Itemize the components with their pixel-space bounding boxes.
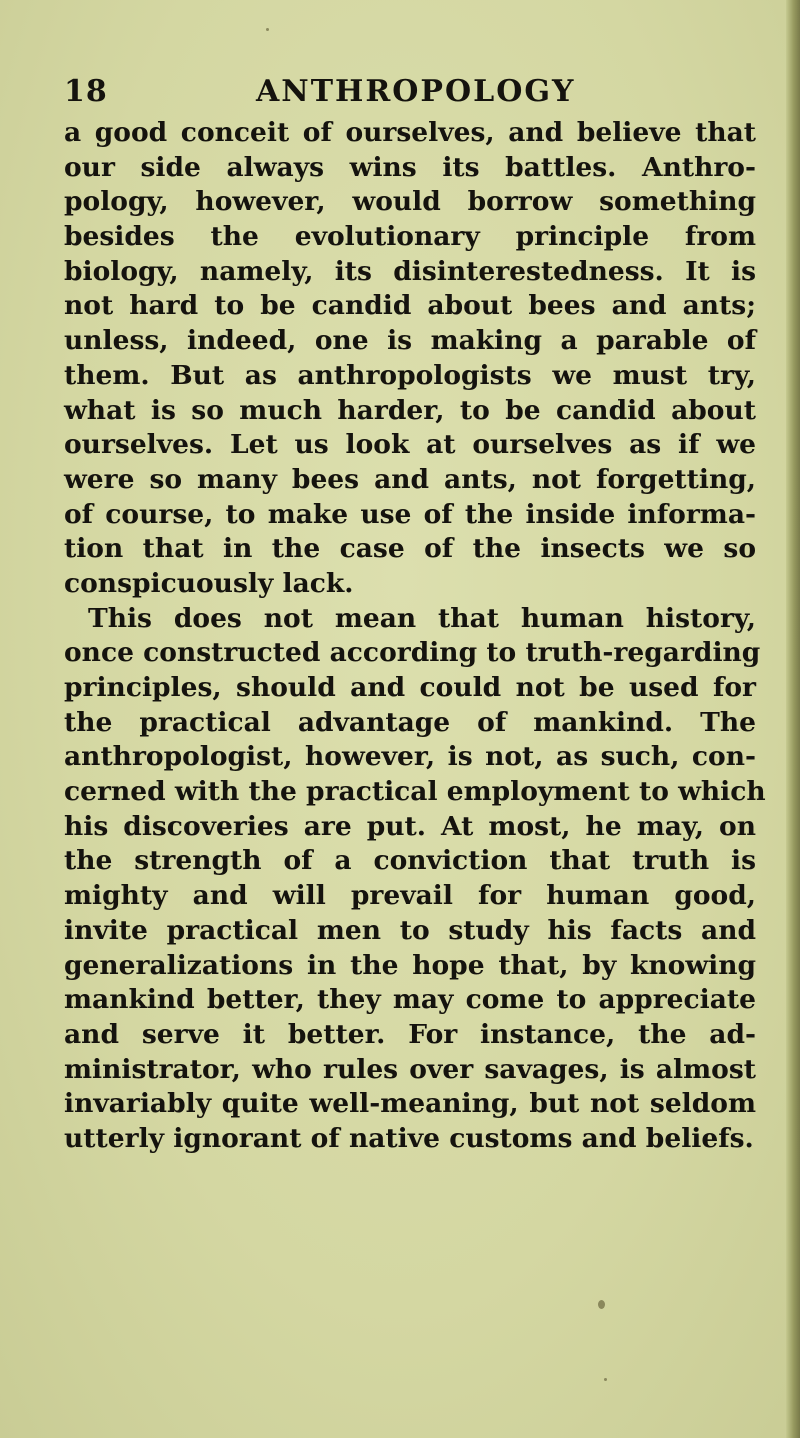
text-line: his discoveries are put. At most, he may, on (64, 810, 756, 842)
text-line: the strength of a conviction that truth is (64, 845, 756, 877)
paper-speck (604, 1378, 607, 1381)
text-line: them. But as anthropologists we must try, (64, 359, 756, 391)
text-line: what is so much harder, to be candid about (64, 394, 756, 426)
text-line: tion that in the case of the insects we so (64, 533, 756, 565)
text-line: of course, to make use of the inside informa- (64, 498, 756, 530)
text-line: generalizations in the hope that, by knowing (64, 949, 756, 981)
text-line: biology, namely, its disinterestedness. It is (64, 255, 756, 287)
text-line: and serve it better. For instance, the ad- (64, 1018, 756, 1050)
text-line: cerned with the practical employment to which (64, 776, 766, 808)
running-head: ANTHROPOLOGY (256, 74, 576, 109)
text-line: once constructed according to truth-regarding (64, 637, 761, 669)
text-line: unless, indeed, one is making a parable of (64, 325, 756, 357)
text-line: our side always wins its battles. Anthro- (64, 151, 756, 183)
text-line: ministrator, who rules over savages, is almost (64, 1053, 756, 1085)
page-header (64, 74, 764, 118)
page-number: 18 (64, 74, 108, 109)
text-line: anthropologist, however, is not, as such, con- (64, 741, 756, 773)
text-line: a good conceit of ourselves, and believe that (64, 117, 756, 148)
text-line: ourselves. Let us look at ourselves as if we (64, 429, 756, 461)
page-edge-shadow (786, 0, 800, 1438)
text-line: principles, should and could not be used for (64, 672, 756, 703)
text-line: invariably quite well-meaning, but not seldom (64, 1088, 756, 1120)
text-line: were so many bees and ants, not forgetting, (64, 463, 756, 495)
paper-speck (266, 28, 269, 31)
text-line: pology, however, would borrow something (64, 186, 756, 218)
text-line: mighty and will prevail for human good, (64, 880, 756, 912)
text-line: invite practical men to study his facts and (64, 914, 756, 946)
text-line: besides the evolutionary principle from (64, 221, 756, 253)
body-text (64, 116, 766, 1157)
text-line: not hard to be candid about bees and ants; (64, 290, 756, 322)
text-line: This does not mean that human history, (88, 602, 756, 634)
text-line: utterly ignorant of native customs and beliefs. (64, 1122, 754, 1154)
text-line: the practical advantage of mankind. The (64, 706, 756, 738)
paper-speck (598, 1300, 605, 1309)
text-line: conspicuously lack. (64, 567, 354, 599)
text-line: mankind better, they may come to appreciate (64, 984, 756, 1016)
